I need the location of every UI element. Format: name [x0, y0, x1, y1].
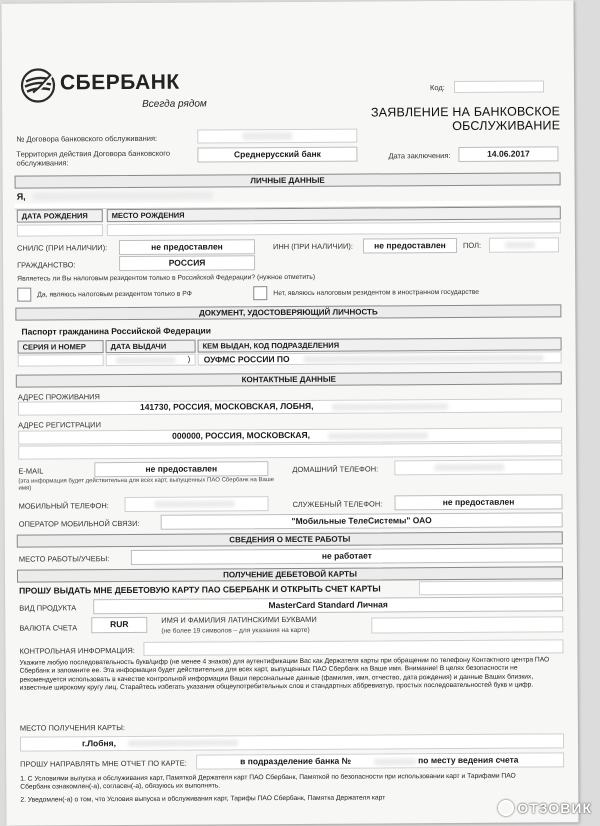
work-place-field[interactable]: не работает — [131, 547, 563, 565]
inn-field[interactable]: не предоставлен — [363, 238, 457, 254]
control-info-field[interactable] — [143, 639, 563, 656]
code-label: Код: — [429, 83, 445, 93]
territory-label — [16, 149, 170, 168]
product-label: ВИД ПРОДУКТА — [19, 603, 77, 613]
card-request-field[interactable] — [419, 580, 563, 595]
issued-by-label: КЕМ ВЫДАН, КОД ПОДРАЗДЕЛЕНИЯ — [198, 337, 562, 352]
doc-type: Паспорт гражданина Российской Федерации — [21, 325, 212, 337]
issue-date-label: ДАТА ВЫДАЧИ — [106, 340, 196, 354]
issue-date-tail: ) — [187, 354, 191, 364]
work-place-label: МЕСТО РАБОТЫ/УЧЕБЫ: — [18, 554, 110, 564]
pickup-value: г.Лобня, — [81, 738, 116, 749]
issued-by-value: ОУФМС РОССИИ ПО — [203, 354, 290, 365]
otzovik-logo-icon — [498, 800, 514, 816]
redaction — [128, 739, 238, 747]
redaction — [505, 242, 535, 249]
redaction — [33, 191, 213, 200]
sberbank-logo-icon — [20, 67, 56, 103]
latin-name-label: ИМЯ И ФАМИЛИЯ ЛАТИНСКИМИ БУКВАМИ — [161, 614, 317, 625]
resident-no-checkbox[interactable] — [253, 286, 267, 300]
resident-yes-checkbox[interactable] — [17, 288, 31, 302]
territory-field[interactable]: Среднерусский банк — [197, 147, 357, 163]
citizenship-label: ГРАЖДАНСТВО: — [17, 260, 76, 270]
latin-name-note: (не более 19 символов – для указания на карте) — [161, 626, 310, 635]
birth-place-label: МЕСТО РОЖДЕНИЯ — [107, 206, 561, 222]
citizenship-field[interactable]: РОССИЯ — [119, 255, 255, 271]
i-label: Я, — [16, 191, 26, 202]
pickup-label: МЕСТО ПОЛУЧЕНИЯ КАРТЫ: — [19, 723, 126, 733]
report-label: ПРОШУ НАПРАВЛЯТЬ МНЕ ОТЧЕТ ПО КАРТЕ: — [20, 758, 187, 769]
territory-label-line1: Территория действия Договора банковского — [16, 148, 171, 159]
code-field[interactable] — [454, 80, 544, 93]
birth-date-label: ДАТА РОЖДЕНИЯ — [17, 209, 103, 223]
operator-label: ОПЕРАТОР МОБИЛЬНОЙ СВЯЗИ: — [18, 518, 140, 529]
registration-field-line2[interactable] — [18, 442, 562, 459]
birth-date-field[interactable] — [17, 224, 103, 237]
currency-field[interactable]: RUR — [91, 617, 147, 633]
redaction — [304, 354, 544, 362]
section-work: СВЕДЕНИЯ О МЕСТЕ РАБОТЫ — [17, 531, 563, 547]
residence-label: АДРЕС ПРОЖИВАНИЯ — [17, 392, 100, 402]
watermark-text: ОТЗОВИК — [517, 800, 592, 816]
product-field[interactable]: MasterCard Standard Личная — [93, 596, 563, 614]
currency-label: ВАЛЮТА СЧЕТА — [19, 623, 78, 633]
residence-value: 141730, РОССИЯ, МОСКОВСКАЯ, ЛОБНЯ, — [139, 400, 314, 412]
control-info-label: КОНТРОЛЬНАЯ ИНФОРМАЦИЯ: — [19, 645, 135, 656]
application-form — [1, 0, 578, 825]
redaction — [332, 403, 448, 411]
series-field[interactable] — [18, 354, 104, 367]
redaction — [155, 500, 235, 507]
redaction — [328, 432, 428, 440]
series-label: СЕРИЯ И НОМЕР — [18, 340, 104, 354]
sex-label: ПОЛ: — [462, 240, 482, 250]
form-title-line2: ОБСЛУЖИВАНИЕ — [452, 118, 561, 134]
snils-field[interactable]: не предоставлен — [119, 239, 255, 255]
resident-no-label: Нет, являюсь налоговым резидентом в иностранном государстве — [273, 288, 480, 298]
control-info-text: Укажите любую последовательность букв/цифр (не менее 4 знаков) для аутентификации Вас как Держателя карты при обращении по телефону Контактного центра ПАО Сбербанк и запомните ее. Эта информация будет действительна для всех карт, выпущенных ПАО Сбербанк на Ваше имя. Внимание! В целях безопасности не рекомендуется использовать в качестве контрольной информации Ваши персональные данные (фамилия, имя, отчество, дата рождения) и данные Ваших близких, известные широкому кругу лиц. Старайтесь избегать указания общеупотребительных слов и стандартных аббревиатур, простых последовательностей букв и цифр. — [19, 656, 550, 692]
birth-place-field[interactable] — [107, 221, 561, 236]
resident-yes-label: Да, являюсь налоговым резидентом только в РФ — [37, 290, 192, 299]
registration-label: АДРЕС РЕГИСТРАЦИИ — [18, 420, 101, 430]
inn-label: ИНН (ПРИ НАЛИЧИИ): — [272, 241, 353, 252]
redaction — [242, 132, 292, 140]
report-value-a: в подразделение банка № — [240, 755, 352, 767]
form-title-line1: ЗАЯВЛЕНИЕ НА БАНКОВСКОЕ — [370, 104, 561, 120]
home-phone-label: ДОМАШНИЙ ТЕЛЕФОН: — [292, 464, 379, 474]
section-identity: ДОКУМЕНТ, УДОСТОВЕРЯЮЩИЙ ЛИЧНОСТЬ — [15, 304, 561, 320]
redaction — [374, 758, 416, 765]
work-phone-label: СЛУЖЕБНЫЙ ТЕЛЕФОН: — [292, 499, 383, 509]
redaction — [434, 464, 504, 471]
form-title — [371, 104, 560, 134]
email-field[interactable]: не предоставлен — [94, 461, 268, 477]
resident-question: Являетесь ли Вы налоговым резидентом только в Российской Федерации? (нужное отметить) — [17, 273, 316, 283]
latin-name-field[interactable] — [371, 616, 563, 633]
email-label: E-MAIL — [18, 466, 44, 476]
otzovik-watermark — [498, 800, 592, 816]
report-value-b: по месту ведения счета — [418, 754, 519, 766]
territory-label-line2: обслуживания: — [16, 158, 69, 168]
operator-field[interactable]: "Мобильные ТелеСистемы" ОАО — [161, 512, 563, 529]
section-contacts: КОНТАКТНЫЕ ДАННЫЕ — [16, 371, 562, 387]
contract-date-field[interactable]: 14.06.2017 — [458, 146, 558, 162]
footnote-2: 2. Уведомлен(-а) о том, что Условия выпуска и обслуживания карт, Тарифы ПАО Сбербанк, Памятка Держателя карт — [20, 794, 386, 804]
section-card: ПОЛУЧЕНИЕ ДЕБЕТОВОЙ КАРТЫ — [17, 566, 563, 582]
card-request: ПРОШУ ВЫДАТЬ МНЕ ДЕБЕТОВУЮ КАРТУ ПАО СБЕРБАНК И ОТКРЫТЬ СЧЕТ КАРТЫ — [19, 583, 381, 596]
contract-date-label: Дата заключения: — [388, 151, 451, 161]
bank-name: СБЕРБАНК — [59, 70, 180, 95]
work-phone-field[interactable]: не предоставлен — [395, 494, 563, 510]
redaction — [116, 357, 176, 364]
email-note: (эта информация будет действительна для всех карт, выпущенных ПАО Сбербанк на Ваше имя) — [18, 477, 275, 492]
contract-number-label: № Договора банковского обслуживания: — [16, 133, 158, 144]
snils-label: СНИЛС (ПРИ НАЛИЧИИ): — [16, 243, 108, 253]
section-personal: ЛИЧНЫЕ ДАННЫЕ — [15, 172, 561, 188]
mobile-label: МОБИЛЬНЫЙ ТЕЛЕФОН: — [18, 501, 109, 511]
footnote-1: 1. С Условиями выпуска и обслуживания карт, Памяткой Держателя карт ПАО Сбербанк, Памяткой по безопасности при использовании карт и Тарифами ПАО Сбербанк ознакомлен(-а), согласен(-а), обязуюсь их выполнять. — [20, 772, 516, 792]
registration-value: 000000, РОССИЯ, МОСКОВСКАЯ, — [172, 429, 311, 441]
bank-slogan: Всегда рядом — [142, 98, 207, 110]
